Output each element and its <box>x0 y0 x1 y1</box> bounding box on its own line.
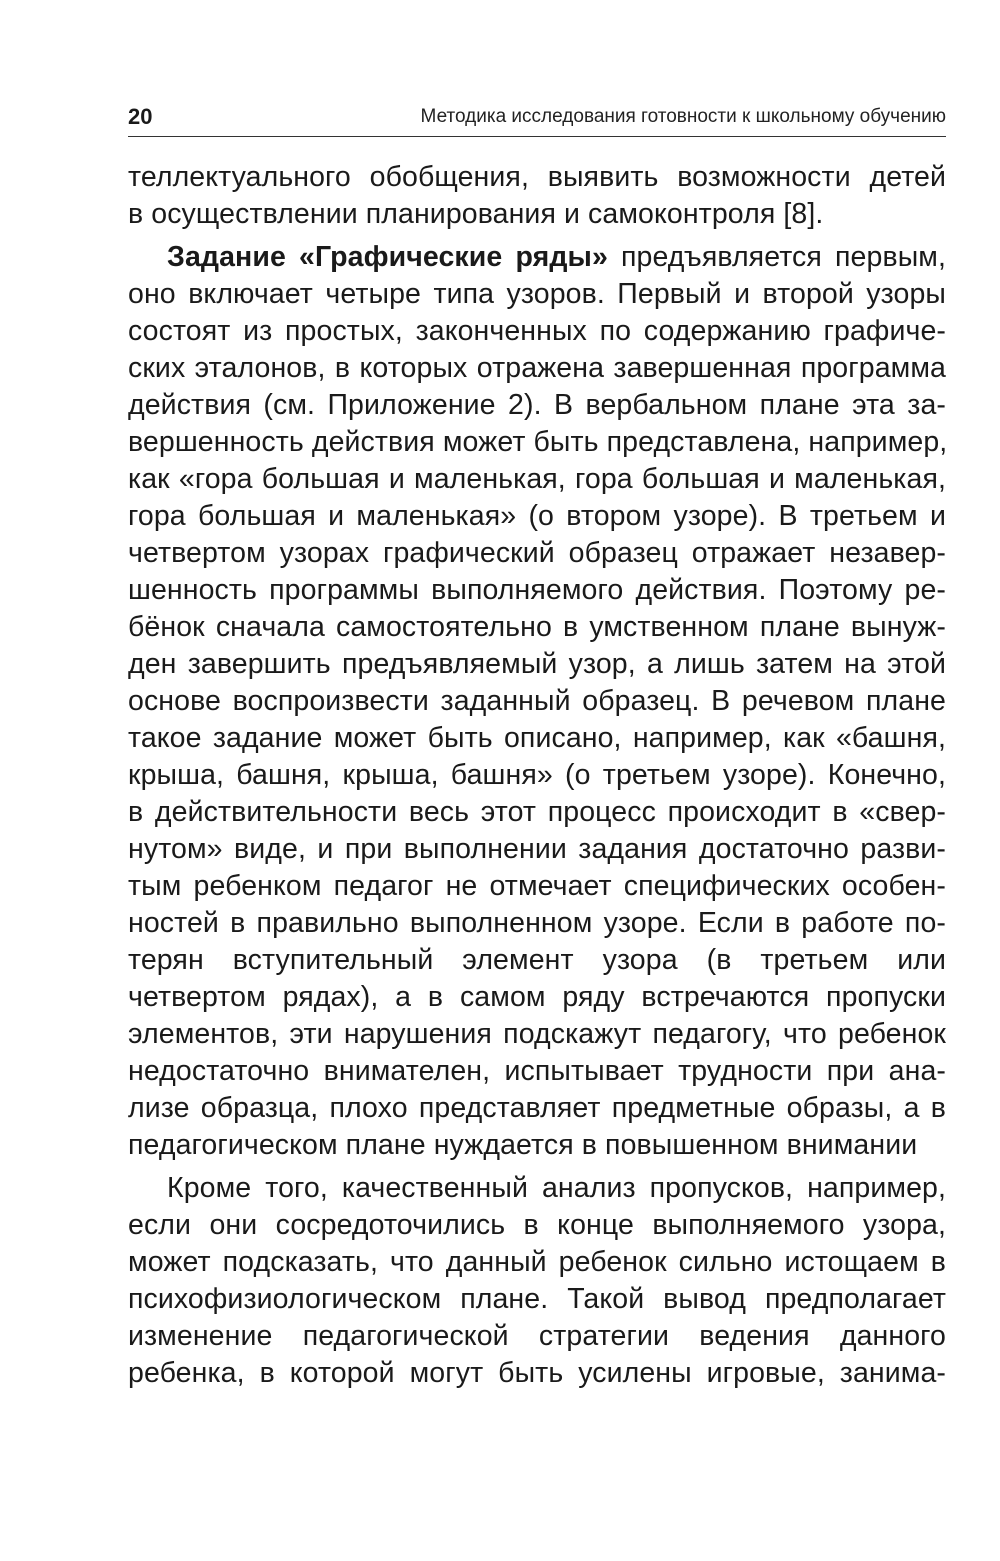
text-line: четвертом узорах графический образец отражает незавер- <box>128 537 946 569</box>
text-line: ских эталонов, в которых отражена завершенная программа <box>128 352 946 384</box>
text-line: психофизиологическом плане. Такой вывод предполагает <box>128 1283 946 1315</box>
text-line: четвертом рядах), а в самом ряду встречаются пропуски <box>128 981 946 1013</box>
text-line: основе воспроизвести заданный образец. В речевом плане <box>128 685 946 717</box>
text-line: теллектуального обобщения, выявить возможности детей <box>128 161 946 193</box>
text-line: крыша, башня, крыша, башня» (о третьем узоре). Конечно, <box>128 759 946 791</box>
text-line: оно включает четыре типа узоров. Первый и второй узоры <box>128 278 946 310</box>
text-line: нутом» виде, и при выполнении задания достаточно разви- <box>128 833 946 865</box>
text-line: терян вступительный элемент узора (в третьем или <box>128 944 946 976</box>
text-line: шенность программы выполняемого действия. Поэтому ре- <box>128 574 946 606</box>
bold-lead-in: Задание «Графические ряды» <box>167 241 608 273</box>
text-line: бёнок сначала самостоятельно в умственном плане вынуж- <box>128 611 946 643</box>
text-line: гора большая и маленькая» (о втором узоре). В третьем и <box>128 500 946 532</box>
text-line: может подсказать, что данный ребенок сильно истощаем в <box>128 1246 946 1278</box>
text-line: такое задание может быть описано, например, как «башня, <box>128 722 946 754</box>
text-line: тым ребенком педагог не отмечает специфических особен- <box>128 870 946 902</box>
paragraph <box>128 159 946 233</box>
text-line: вершенность действия может быть представлена, например, <box>128 426 948 458</box>
text-line: действия (см. Приложение 2). В вербальном плане эта за- <box>128 389 946 421</box>
text-line: если они сосредоточились в конце выполняемого узора, <box>128 1209 946 1241</box>
text-line: лизе образца, плохо представляет предметные образы, а в <box>128 1092 946 1124</box>
text-line: в осуществлении планирования и самоконтроля [8]. <box>128 198 824 230</box>
body-text <box>128 159 946 1392</box>
text-line: ребенка, в которой могут быть усилены игровые, занима- <box>128 1357 946 1389</box>
text-line: ностей в правильно выполненном узоре. Если в работе по- <box>128 907 946 939</box>
paragraph <box>128 239 946 1164</box>
text-line: изменение педагогической стратегии ведения данного <box>128 1320 946 1352</box>
text-line: элементов, эти нарушения подскажут педагогу, что ребенок <box>128 1018 946 1050</box>
paragraph <box>128 1170 946 1392</box>
lead-in-rest: предъявляется первым, <box>607 241 946 273</box>
text-line: Кроме того, качественный анализ пропусков, например, <box>167 1172 946 1204</box>
page-number: 20 <box>128 104 153 129</box>
text-line: в действительности весь этот процесс происходит в «свер- <box>128 796 946 828</box>
running-header <box>128 100 946 137</box>
text-line: педагогическом плане нуждается в повышенном внимании <box>128 1129 918 1161</box>
text-line: недостаточно внимателен, испытывает трудности при ана- <box>128 1055 946 1087</box>
text-line: состоят из простых, законченных по содержанию графиче- <box>128 315 946 347</box>
text-line <box>128 239 946 276</box>
running-title: Методика исследования готовности к школьному обучению <box>420 106 946 127</box>
text-line: ден завершить предъявляемый узор, а лишь затем на этой <box>128 648 946 680</box>
text-line: как «гора большая и маленькая, гора большая и маленькая, <box>128 463 946 495</box>
